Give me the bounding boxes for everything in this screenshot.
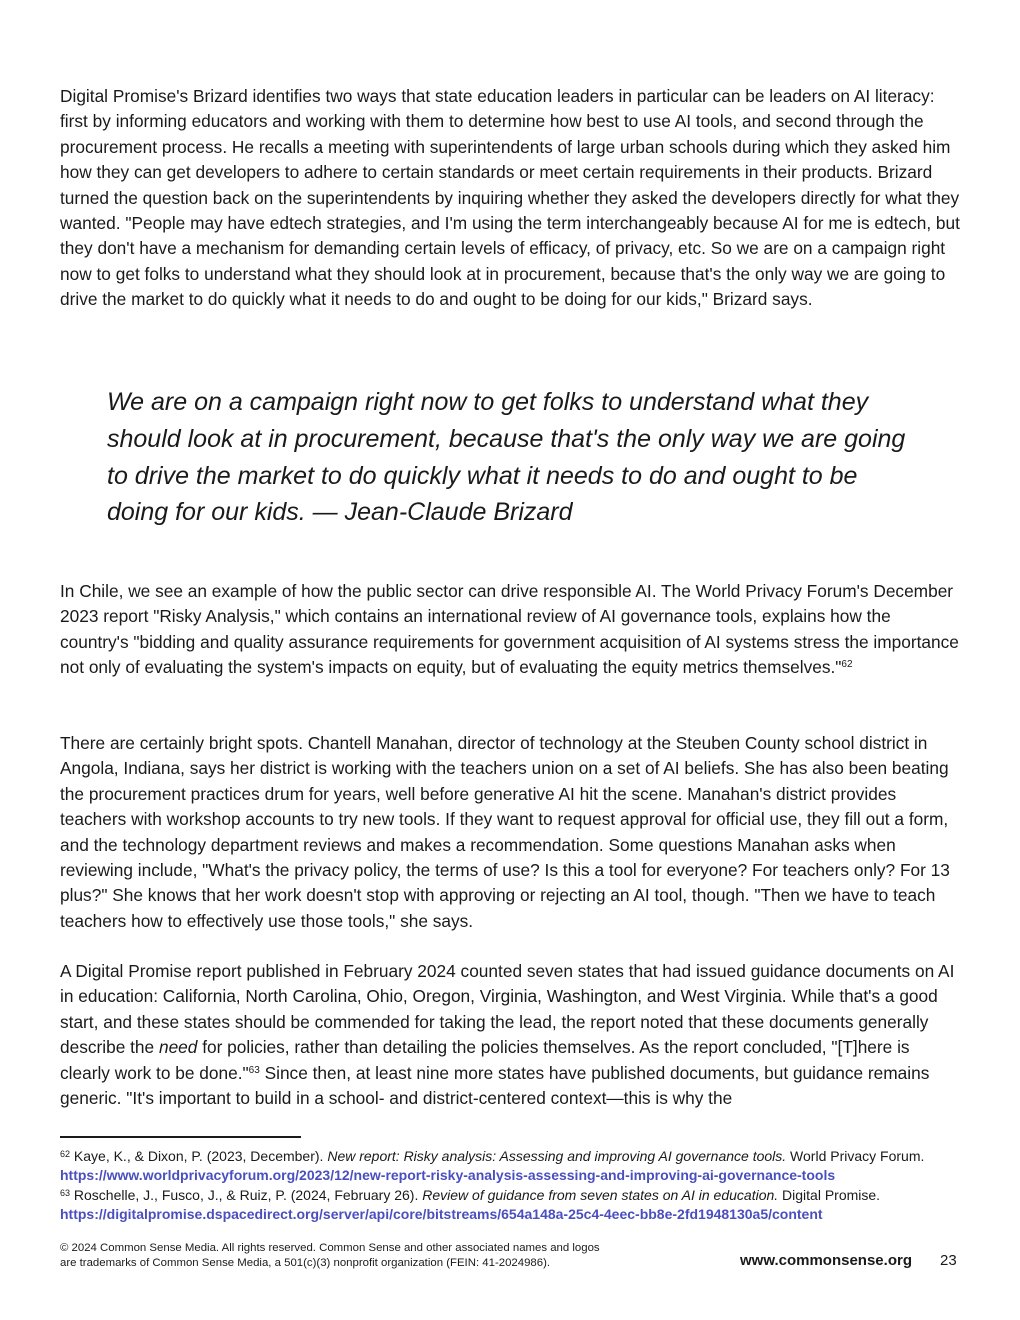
paragraph-chile-text: In Chile, we see an example of how the public sector can drive responsible AI. The World Privacy Forum's December 2023 report "Risky Analysis," which contains an international review of AI governance tools, explains how the country's "bidding and quality assurance requirements for government acquisition of AI systems stress the importance not only of evaluating the system's impacts on equity, but of evaluating the equity metrics themselves." — [60, 581, 959, 678]
footnote-63-link[interactable]: https://digitalpromise.dspacedirect.org/server/api/core/bitstreams/654a148a-25c4-4eec-bb8e-2fd1948130a5/content — [60, 1205, 823, 1222]
footnote-publisher: World Privacy Forum. — [786, 1148, 925, 1164]
footnote-63 — [60, 1184, 980, 1205]
copyright-line-2: are trademarks of Common Sense Media, a 501(c)(3) nonprofit organization (FEIN: 41-2024986). — [60, 1257, 551, 1269]
footnote-citation: Roschelle, J., Fusco, J., & Ruiz, P. (2024, February 26). — [73, 1187, 423, 1203]
copyright-line-1: © 2024 Common Sense Media. All rights reserved. Common Sense and other associated names and logos — [60, 1242, 600, 1254]
paragraph-brizard-procurement: Digital Promise's Brizard identifies two ways that state education leaders in particular can be leaders on AI literacy: first by informing educators and working with them to determine how best to use AI tools, and second through the procurement process. He recalls a meeting with superintendents of large urban schools during which they asked him how they can get developers to adhere to certain standards or meet certain requirements in their products. Brizard turned the question back on the superintendents by inquiring whether they asked the developers directly for what they wanted. "People may have edtech strategies, and I'm using the term interchangeably because AI for me is edtech, but they don't have a mechanism for demanding certain levels of efficacy, of privacy, etc. So we are on a campaign right now to get folks to understand what they should look at in procurement, because that's the only way we are going to drive the market to do quickly what it needs to do and ought to be doing for our kids," Brizard says. — [60, 86, 960, 310]
footnote-citation: Kaye, K., & Dixon, P. (2023, December). — [73, 1148, 328, 1164]
paragraph-state-guidance-part-b: for policies, rather than detailing the policies themselves. As the report concluded, "[T]here is clearly work to be done." — [60, 1037, 910, 1083]
footnote-number: 63 — [60, 1188, 71, 1198]
paragraph-state-guidance — [60, 959, 960, 1111]
emphasis-need: need — [158, 1037, 198, 1058]
page-number: 23 — [940, 1252, 957, 1269]
footnote-number: 62 — [60, 1149, 71, 1159]
footer-website-link[interactable]: www.commonsense.org — [740, 1252, 912, 1269]
footnote-62-link[interactable]: https://www.worldprivacyforum.org/2023/12/new-report-risky-analysis-assessing-and-improving-ai-governance-tools — [60, 1166, 836, 1183]
paragraph-state-guidance-part-c: Since then, at least nine more states have published documents, but guidance remains generic. "It's important to build in a school- and district-centered context—this is why the — [60, 1062, 930, 1109]
pull-quote: We are on a campaign right now to get folks to understand what they should look at in procurement, because that's the only way we are going to drive the market to do quickly what it needs to do and ought to be doing for our kids. — Jean-Claude Brizard — [107, 388, 906, 527]
footnote-title: Review of guidance from seven states on AI in education. — [422, 1187, 779, 1203]
paragraph-bright-spots: There are certainly bright spots. Chantell Manahan, director of technology at the Steuben County school district in Angola, Indiana, says her district is working with the teachers union on a set of AI beliefs. She has also been beating the procurement practices drum for years, well before generative AI hit the scene. Manahan's district provides teachers with workshop accounts to try new tools. If they want to request approval for official use, they fill out a form, and the technology department reviews and makes a recommendation. Some questions Manahan asks when reviewing include, "What's the privacy policy, the terms of use? Is this a tool for everyone? For teachers only? For 13 plus?" She knows that her work doesn't stop with approving or rejecting an AI tool, though. "Then we have to teach teachers how to effectively use those tools," she says. — [60, 733, 950, 931]
footnote-ref-62[interactable]: 62 — [841, 659, 853, 671]
footnotes — [60, 1145, 980, 1223]
footnote-divider — [60, 1136, 301, 1138]
footnote-62 — [60, 1145, 980, 1166]
footer-copyright — [60, 1241, 700, 1271]
paragraph-chile — [60, 579, 960, 681]
footnote-ref-63[interactable]: 63 — [248, 1064, 260, 1076]
footnote-title: New report: Risky analysis: Assessing and improving AI governance tools. — [327, 1148, 787, 1164]
footnote-publisher: Digital Promise. — [778, 1187, 881, 1203]
paragraph-state-guidance-part-a: A Digital Promise report published in February 2024 counted seven states that had issued guidance documents on AI in education: California, North Carolina, Ohio, Oregon, Virginia, Washington, and West Virginia. While that's a good start, and these states should be commended for taking the lead, the report noted that these documents generally describe the — [60, 961, 955, 1058]
